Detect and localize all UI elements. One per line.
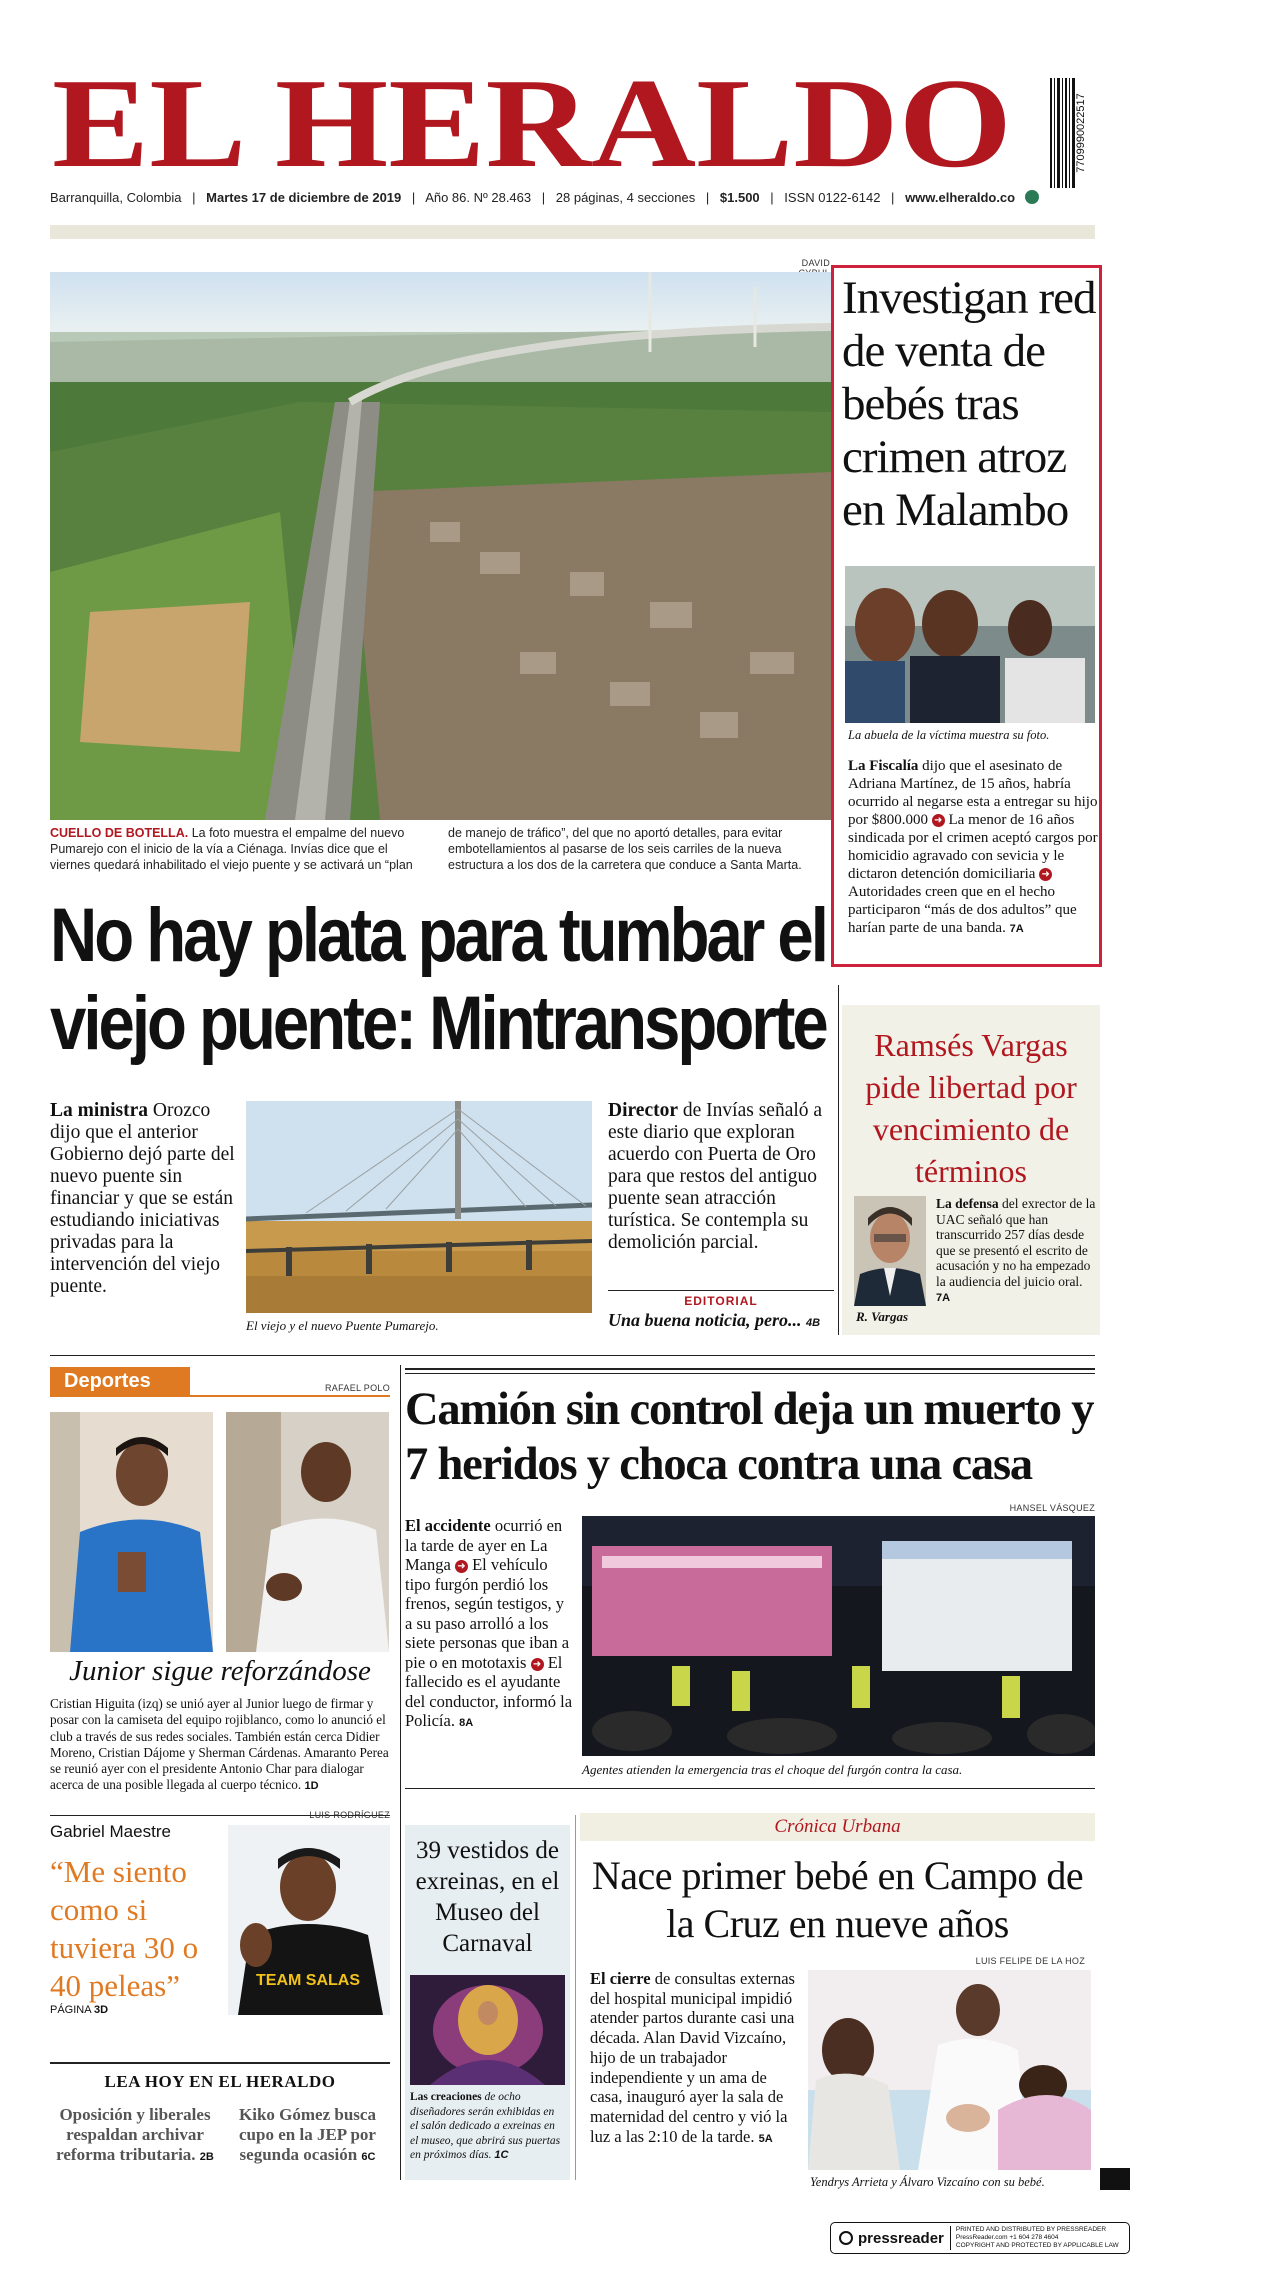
vestidos-body xyxy=(410,2090,565,2163)
vestidos-lead: Las creaciones xyxy=(410,2091,482,2103)
cronica-lead: El cierre xyxy=(590,1969,651,1988)
maestre-quote[interactable]: “Me siento como si tuviera 30 o 40 peleas” xyxy=(50,1854,199,2003)
pressreader-info xyxy=(950,2226,1119,2250)
camion-headline[interactable]: Camión sin control deja un muerto y 7 heridos y choca contra una casa xyxy=(405,1384,1094,1490)
malambo-headline[interactable]: Investigan red de venta de bebés tras crimen atroz en Malambo xyxy=(842,272,1096,536)
masthead-issn: ISSN 0122-6142 xyxy=(784,190,881,205)
pressreader-brand: pressreader xyxy=(858,2229,944,2247)
lea-hoy-item-2-text: Kiko Gómez busca cupo en la JEP por segunda ocasión xyxy=(239,2105,376,2164)
cronica-ref[interactable]: 5A xyxy=(758,2132,773,2145)
lea-hoy-item-1-text: Oposición y liberales respaldan archivar reforma tributaria. xyxy=(56,2105,211,2164)
truck-photo-caption: Agentes atienden la emergencia tras el choque del furgón contra la casa. xyxy=(582,1762,963,1777)
maestre-page-ref[interactable]: 3D xyxy=(94,2004,109,2016)
vargas-body xyxy=(936,1196,1096,1307)
puente-right-lead: Director xyxy=(608,1100,679,1121)
malambo-text-1: dijo que el asesinato de Adriana Martínez, de 15 años, habría ocurrido al negarse esta a entregar su hijo por $800.000 xyxy=(848,758,1098,828)
lea-hoy-item-1-ref: 2B xyxy=(199,2151,214,2163)
pressreader-line-3: COPYRIGHT AND PROTECTED BY APPLICABLE LAW xyxy=(955,2242,1119,2249)
vargas-portrait xyxy=(854,1196,926,1306)
vargas-photo-caption: R. Vargas xyxy=(856,1309,909,1324)
cronica-credit: LUIS FELIPE DE LA HOZ xyxy=(975,1956,1085,1966)
camion-body xyxy=(405,1516,573,1734)
maestre-credit: LUIS RODRÍGUEZ xyxy=(309,1810,390,1820)
bridges-photo xyxy=(246,1101,592,1313)
lead-photo-caption xyxy=(50,825,430,873)
bridges-photo-caption: El viejo y el nuevo Puente Pumarejo. xyxy=(246,1318,439,1333)
masthead-price: $1.500 xyxy=(719,190,760,205)
photo-credit: DAVID xyxy=(801,258,830,268)
lea-hoy-item-1[interactable] xyxy=(55,2105,215,2167)
masthead-city: Barranquilla, Colombia xyxy=(50,190,182,205)
deportes-headline[interactable]: Junior sigue reforzándose xyxy=(69,1655,371,1687)
puente-left-lead: La ministra xyxy=(50,1100,149,1121)
arrow-right-icon: ➜ xyxy=(1039,868,1052,881)
arrow-right-icon: ➜ xyxy=(932,814,945,827)
deportes-body xyxy=(50,1696,390,1795)
lea-hoy-item-2[interactable] xyxy=(230,2105,385,2167)
pressreader-line-1: PRINTED AND DISTRIBUTED BY PRESSREADER xyxy=(955,2226,1107,2233)
masthead-stripe xyxy=(50,225,1095,239)
masthead-info-bar: Barranquilla, Colombia | Martes 17 de diciembre de 2019 | Año 86. Nº 28.463 | 28 páginas, 4 secciones | $1.500 | ISSN 0122-6142 | www.elheraldo.co xyxy=(50,190,1050,208)
barcode-number: 7709990022517 xyxy=(1075,93,1087,173)
puente-left-body: Orozco dijo que el anterior Gobierno dejó parte del nuevo puente sin financiar y que se están estudiando iniciativas privadas para la intervención del viejo puente. xyxy=(50,1100,235,1297)
editorial-title: Una buena noticia, pero... xyxy=(608,1310,802,1330)
deportes-credit: RAFAEL POLO xyxy=(325,1383,390,1393)
caption-col1: La foto muestra el empalme del nuevo Pumarejo con el inicio de la vía a Ciénaga. Invías dice que el viernes quedará inhabilitado el viejo puente y se activará un “plan xyxy=(50,826,413,872)
maestre-page xyxy=(50,2004,220,2016)
cronica-headline[interactable]: Nace primer bebé en Campo de la Cruz en nueve años xyxy=(591,1853,1084,1946)
lea-hoy-title: LEA HOY EN EL HERALDO xyxy=(104,2072,336,2091)
vargas-lead: La defensa xyxy=(936,1196,999,1211)
camion-top-rule-2 xyxy=(405,1373,1095,1374)
malambo-photo-caption: La abuela de la víctima muestra su foto. xyxy=(848,728,1050,742)
vestidos-ref[interactable]: 1C xyxy=(494,2149,509,2161)
editorial-label: EDITORIAL xyxy=(684,1294,758,1308)
arrow-right-icon: ➜ xyxy=(531,1658,544,1671)
camion-top-rule xyxy=(405,1368,1095,1370)
deportes-text: Cristian Higuita (izq) se unió ayer al Junior luego de firmar y posar con la camiseta del equipo rojiblanco, como lo anunció el club a través de sus redes sociales. También están cerca Didier Moreno, Cristian Dájome y Sherman Cárdenas. Amaranto Perea se reunió ayer con el presidente Antonio Char para dialogar acerca de una posible llegada al cuerpo técnico. xyxy=(50,1696,389,1793)
vargas-text: del exrector de la UAC señaló que han transcurrido 257 días desde que se presentó el escrito de acusación y no ha empezado la audiencia del juicio oral. xyxy=(936,1196,1096,1289)
masthead-website[interactable]: www.elheraldo.co xyxy=(905,190,1016,205)
camion-text-2: El vehículo tipo furgón perdió los frenos, según testigos, y a su paso arrolló a los siete personas que iban a pie o en mototaxis xyxy=(405,1555,570,1672)
malambo-body xyxy=(848,757,1098,938)
column-divider xyxy=(400,1365,401,2180)
column-divider xyxy=(575,1815,576,2180)
malambo-lead: La Fiscalía xyxy=(848,758,919,774)
pressreader-badge[interactable] xyxy=(830,2222,1130,2254)
player-2-photo xyxy=(226,1412,389,1652)
vestidos-headline[interactable]: 39 vestidos de exreinas, en el Museo del Carnaval xyxy=(415,1837,560,1957)
horizontal-divider xyxy=(50,1355,1095,1356)
deportes-rule xyxy=(50,1395,390,1397)
puente-right-text xyxy=(608,1100,834,1254)
horizontal-divider xyxy=(405,1788,1095,1789)
globe-icon xyxy=(1025,190,1039,204)
maestre-page-label: PÁGINA xyxy=(50,2004,91,2016)
malambo-text-3: Autoridades creen que en el hecho participaron “más de dos adultos” que harían parte de una banda. xyxy=(848,884,1077,936)
column-divider xyxy=(838,985,839,1335)
vargas-ref[interactable]: 7A xyxy=(936,1292,951,1304)
masthead-logo xyxy=(50,70,1015,180)
deportes-label[interactable]: Deportes xyxy=(50,1367,190,1395)
puente-right-body: de Invías señaló a este diario que exploran acuerdo con Puerta de Oro para que restos del antiguo puente sean atracción turística. Se contempla su demolición parcial. xyxy=(608,1100,823,1253)
malambo-ref[interactable]: 7A xyxy=(1009,923,1024,935)
cronica-label[interactable]: Crónica Urbana xyxy=(774,1816,901,1837)
masthead-date: Martes 17 de diciembre de 2019 xyxy=(206,190,402,205)
editorial-teaser[interactable] xyxy=(608,1310,838,1331)
truck-accident-photo xyxy=(582,1516,1095,1756)
malambo-photo xyxy=(845,566,1095,723)
pressreader-line-2: PressReader.com +1 604 278 4604 xyxy=(955,2234,1059,2241)
lea-hoy-rule xyxy=(50,2062,390,2064)
deportes-ref[interactable]: 1D xyxy=(304,1780,319,1793)
cronica-body xyxy=(590,1969,800,2149)
pressreader-logo-icon xyxy=(839,2231,853,2245)
cronica-text: de consultas externas del hospital municipal impidió atender partos durante casi una década. Alan David Vizcaíno, hijo de un trabajador independiente y un ama de casa, inauguró ayer la sala de maternidad del centro y vió la luz a las 2:10 de la tarde. xyxy=(590,1969,795,2146)
costume-photo xyxy=(410,1975,565,2085)
vestidos-text: de ocho diseñadores serán exhibidas en el salón dedicado a exreinas en el museo, que abrirá sus puertas en próximos días. xyxy=(410,2091,561,2161)
camion-ref[interactable]: 8A xyxy=(459,1717,474,1729)
masthead-issue: Año 86. Nº 28.463 xyxy=(425,190,532,205)
malambo-text-2: La menor de 16 años sindicada por el crimen aceptó cargos por homicidio agravado con sevicia y le dictaron detención domiciliaria xyxy=(848,812,1098,882)
puente-headline[interactable]: No hay plata para tumbar el viejo puente: Mintransporte xyxy=(50,893,826,1066)
caption-title: CUELLO DE BOTELLA. xyxy=(50,826,189,840)
camion-lead: El accidente xyxy=(405,1516,491,1535)
camion-credit: HANSEL VÁSQUEZ xyxy=(1009,1503,1095,1513)
newborn-photo xyxy=(808,1970,1091,2170)
camion-text-1: ocurrió en la tarde de ayer en La Manga xyxy=(405,1516,563,1574)
editorial-rule xyxy=(608,1290,834,1291)
newborn-photo-caption: Yendrys Arrieta y Álvaro Vizcaíno con su bebé. xyxy=(810,2175,1045,2189)
shirt-text: TEAM SALAS xyxy=(256,1972,360,1989)
lead-photo-caption-2: de manejo de tráfico”, del que no aportó detalles, para evitar embotellamientos al pasarse de los seis carriles de la nueva estructura a los dos de la carretera que conduce a Santa Marta. xyxy=(448,826,802,872)
lea-hoy-item-2-ref: 6C xyxy=(361,2151,376,2163)
masthead-pages: 28 páginas, 4 secciones xyxy=(555,190,696,205)
camion-text-3: El fallecido es el ayudante del conductor, informó la Policía. xyxy=(405,1652,573,1730)
editorial-ref: 4B xyxy=(806,1317,821,1329)
player-1-photo xyxy=(50,1412,213,1652)
barcode xyxy=(1050,78,1095,188)
masthead-title: EL HERALDO xyxy=(52,70,1012,180)
black-square-marker xyxy=(1100,2168,1130,2190)
vargas-headline[interactable]: Ramsés Vargas pide libertad por vencimiento de términos xyxy=(865,1027,1077,1189)
boxer-photo xyxy=(228,1825,390,2015)
puente-left-text xyxy=(50,1100,240,1298)
arrow-right-icon: ➜ xyxy=(455,1560,468,1573)
maestre-name: Gabriel Maestre xyxy=(50,1822,171,1841)
aerial-bridge-photo xyxy=(50,272,831,820)
